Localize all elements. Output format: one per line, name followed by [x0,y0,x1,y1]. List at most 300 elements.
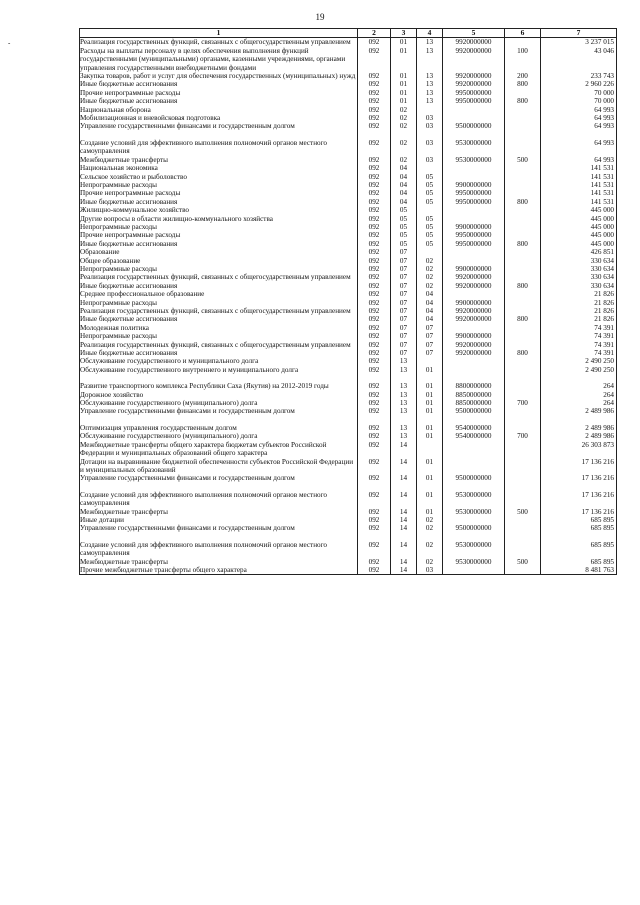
row-section-code: 04 [391,164,417,172]
row-name: Молодежная политика [80,324,358,332]
row-name: Прочие межбюджетные трансферты общего характера [80,566,358,575]
row-name: Прочие непрограммные расходы [80,189,358,197]
table-row [80,282,617,290]
row-section-code: 05 [391,223,417,231]
row-section-code: 13 [391,424,417,432]
row-expense-type-code [505,248,541,256]
table-body [80,38,617,575]
row-amount: 64 993 [541,114,617,122]
table-row [80,206,617,214]
table-row [80,38,617,47]
table-row [80,541,617,558]
row-name: Межбюджетные трансферты [80,508,358,516]
table-row [80,524,617,532]
row-amount: 445 000 [541,231,617,239]
row-section-code: 13 [391,366,417,374]
row-amount: 2 490 250 [541,366,617,374]
row-amount: 233 743 [541,72,617,80]
row-section-code: 05 [391,206,417,214]
row-ministry-code: 092 [358,324,391,332]
table-spacer-row [80,533,617,541]
row-target-code: 9920000000 [443,273,505,281]
row-amount: 21 826 [541,299,617,307]
table-row [80,299,617,307]
row-section-code: 07 [391,307,417,315]
row-amount: 141 531 [541,189,617,197]
row-amount: 74 391 [541,332,617,340]
row-target-code: 9500000000 [443,524,505,532]
row-target-code [443,374,505,382]
table-row [80,223,617,231]
row-section-code: 02 [391,139,417,156]
row-expense-type-code [505,474,541,482]
row-amount: 74 391 [541,349,617,357]
table-row [80,516,617,524]
table-row [80,240,617,248]
row-amount: 2 489 986 [541,432,617,440]
row-amount: 21 826 [541,290,617,298]
row-section-code: 01 [391,80,417,88]
row-subsection-code: 01 [417,432,443,440]
row-expense-type-code [505,483,541,491]
row-ministry-code: 092 [358,38,391,47]
row-name: Создание условий для эффективного выполнения полномочий органов местного самоуправления [80,491,358,508]
page-number: 19 [315,12,325,22]
row-section-code: 14 [391,474,417,482]
row-target-code [443,324,505,332]
row-amount: 26 303 873 [541,441,617,458]
row-expense-type-code [505,131,541,139]
row-subsection-code: 01 [417,366,443,374]
row-name: Национальная экономика [80,164,358,172]
header-cell-2: 2 [358,29,391,38]
row-name: Иные бюджетные ассигнования [80,349,358,357]
row-target-code: 9920000000 [443,315,505,323]
row-expense-type-code [505,541,541,558]
table-row [80,122,617,130]
row-section-code: 02 [391,114,417,122]
row-target-code [443,215,505,223]
row-amount: 17 136 216 [541,458,617,475]
row-ministry-code: 092 [358,382,391,390]
row-section-code: 07 [391,273,417,281]
row-ministry-code: 092 [358,357,391,365]
row-amount: 2 490 250 [541,357,617,365]
table-row [80,349,617,357]
row-amount: 264 [541,399,617,407]
row-name: Иные бюджетные ассигнования [80,198,358,206]
header-cell-3: 3 [391,29,417,38]
row-name: Реализация государственных функций, связанных с общегосударственным управлением [80,341,358,349]
row-amount: 2 489 986 [541,407,617,415]
table-row [80,357,617,365]
row-name: Создание условий для эффективного выполнения полномочий органов местного самоуправления [80,541,358,558]
row-target-code [443,257,505,265]
row-section-code: 13 [391,407,417,415]
row-amount: 685 895 [541,516,617,524]
row-name: Прочие непрограммные расходы [80,89,358,97]
header-cell-4: 4 [417,29,443,38]
row-expense-type-code [505,122,541,130]
row-amount: 17 136 216 [541,491,617,508]
table-row [80,458,617,475]
row-target-code: 9530000000 [443,558,505,566]
table-row [80,114,617,122]
row-ministry-code: 092 [358,432,391,440]
row-section-code: 05 [391,231,417,239]
table-row [80,441,617,458]
row-name: Обслуживание государственного (муниципального) долга [80,399,358,407]
table-row [80,474,617,482]
row-ministry-code: 092 [358,173,391,181]
table-row [80,164,617,172]
row-ministry-code: 092 [358,566,391,575]
row-amount: 21 826 [541,315,617,323]
row-ministry-code: 092 [358,47,391,72]
row-target-code: 8800000000 [443,382,505,390]
row-section-code: 05 [391,215,417,223]
row-section-code: 07 [391,324,417,332]
row-subsection-code: 04 [417,299,443,307]
row-ministry-code: 092 [358,391,391,399]
row-target-code: 9900000000 [443,223,505,231]
row-subsection-code: 13 [417,38,443,47]
row-expense-type-code [505,89,541,97]
row-subsection-code: 04 [417,307,443,315]
row-name: Иные бюджетные ассигнования [80,315,358,323]
row-ministry-code: 092 [358,474,391,482]
table-row [80,332,617,340]
row-expense-type-code [505,516,541,524]
row-amount: 70 000 [541,89,617,97]
row-target-code: 9530000000 [443,156,505,164]
row-name: Непрограммные расходы [80,181,358,189]
table-row [80,231,617,239]
row-subsection-code: 07 [417,324,443,332]
row-expense-type-code: 800 [505,97,541,105]
row-section-code [391,374,417,382]
row-name: Образование [80,248,358,256]
table-spacer-row [80,483,617,491]
row-ministry-code: 092 [358,139,391,156]
row-amount: 43 046 [541,47,617,72]
table-row [80,97,617,105]
row-amount: 2 489 986 [541,424,617,432]
table-row [80,181,617,189]
table-row [80,273,617,281]
row-subsection-code: 02 [417,524,443,532]
row-target-code [443,114,505,122]
row-subsection-code: 13 [417,97,443,105]
row-target-code [443,131,505,139]
row-expense-type-code [505,566,541,575]
row-name: Прочие непрограммные расходы [80,231,358,239]
row-target-code [443,290,505,298]
row-amount: 17 136 216 [541,474,617,482]
table-row [80,173,617,181]
row-ministry-code: 092 [358,341,391,349]
row-subsection-code: 07 [417,341,443,349]
row-amount [541,483,617,491]
row-ministry-code [358,533,391,541]
row-target-code: 9900000000 [443,181,505,189]
header-cell-6: 6 [505,29,541,38]
row-name: Непрограммные расходы [80,265,358,273]
row-target-code: 9900000000 [443,265,505,273]
table-row [80,391,617,399]
row-expense-type-code [505,139,541,156]
row-target-code: 9950000000 [443,97,505,105]
table-row [80,215,617,223]
row-expense-type-code [505,324,541,332]
row-name: Реализация государственных функций, связанных с общегосударственным управлением [80,38,358,47]
row-section-code: 13 [391,399,417,407]
row-ministry-code: 092 [358,198,391,206]
row-name: Развитие транспортного комплекса Республики Саха (Якутия) на 2012-2019 годы [80,382,358,390]
row-subsection-code: 02 [417,265,443,273]
row-amount: 426 851 [541,248,617,256]
table-row [80,341,617,349]
row-amount: 445 000 [541,240,617,248]
row-expense-type-code [505,265,541,273]
row-subsection-code: 02 [417,516,443,524]
table-row [80,432,617,440]
row-expense-type-code [505,341,541,349]
row-ministry-code: 092 [358,558,391,566]
row-subsection-code: 01 [417,424,443,432]
row-section-code: 13 [391,391,417,399]
row-subsection-code [417,106,443,114]
row-name: Иные бюджетные ассигнования [80,80,358,88]
row-expense-type-code [505,223,541,231]
row-subsection-code: 05 [417,231,443,239]
table-row [80,324,617,332]
row-amount: 70 000 [541,97,617,105]
row-expense-type-code: 500 [505,156,541,164]
row-subsection-code: 01 [417,391,443,399]
row-target-code [443,516,505,524]
row-amount: 445 000 [541,206,617,214]
row-target-code: 9950000000 [443,240,505,248]
row-ministry-code [358,374,391,382]
row-amount: 17 136 216 [541,508,617,516]
row-target-code: 9950000000 [443,89,505,97]
row-amount [541,374,617,382]
row-name: Общее образование [80,257,358,265]
row-target-code [443,416,505,424]
row-amount: 445 000 [541,223,617,231]
table-row [80,248,617,256]
row-subsection-code: 02 [417,273,443,281]
row-amount [541,533,617,541]
row-subsection-code: 03 [417,566,443,575]
row-section-code: 01 [391,47,417,72]
row-section-code: 07 [391,332,417,340]
row-name: Непрограммные расходы [80,299,358,307]
row-ministry-code: 092 [358,441,391,458]
row-expense-type-code: 800 [505,240,541,248]
row-ministry-code: 092 [358,181,391,189]
row-expense-type-code: 700 [505,399,541,407]
row-target-code [443,366,505,374]
row-name: Национальная оборона [80,106,358,114]
row-expense-type-code [505,189,541,197]
table-row [80,106,617,114]
row-section-code: 04 [391,181,417,189]
row-amount: 64 993 [541,106,617,114]
row-name [80,483,358,491]
row-target-code: 9920000000 [443,307,505,315]
table-row [80,558,617,566]
row-target-code: 9920000000 [443,80,505,88]
row-ministry-code: 092 [358,265,391,273]
row-amount: 264 [541,391,617,399]
row-target-code [443,566,505,575]
row-target-code: 9540000000 [443,432,505,440]
row-target-code: 9920000000 [443,72,505,80]
row-name: Среднее профессиональное образование [80,290,358,298]
row-amount: 141 531 [541,164,617,172]
row-amount [541,131,617,139]
row-ministry-code: 092 [358,215,391,223]
table-row [80,508,617,516]
row-ministry-code: 092 [358,524,391,532]
row-target-code [443,533,505,541]
row-subsection-code: 13 [417,72,443,80]
row-subsection-code: 03 [417,122,443,130]
row-target-code [443,458,505,475]
row-subsection-code: 03 [417,139,443,156]
row-ministry-code: 092 [358,349,391,357]
row-target-code [443,441,505,458]
row-ministry-code: 092 [358,491,391,508]
row-amount: 685 895 [541,558,617,566]
row-expense-type-code [505,391,541,399]
row-subsection-code: 05 [417,198,443,206]
row-target-code: 9500000000 [443,122,505,130]
table-row [80,382,617,390]
row-subsection-code [417,131,443,139]
row-subsection-code: 05 [417,173,443,181]
row-subsection-code: 13 [417,89,443,97]
row-ministry-code: 092 [358,315,391,323]
row-expense-type-code [505,231,541,239]
row-ministry-code: 092 [358,273,391,281]
row-section-code: 14 [391,491,417,508]
row-section-code: 14 [391,541,417,558]
row-name: Иные бюджетные ассигнования [80,97,358,105]
row-section-code: 01 [391,38,417,47]
row-subsection-code [417,533,443,541]
row-name: Межбюджетные трансферты [80,558,358,566]
row-subsection-code: 13 [417,47,443,72]
row-target-code [443,206,505,214]
row-target-code: 9530000000 [443,508,505,516]
row-subsection-code [417,441,443,458]
table-spacer-row [80,374,617,382]
row-expense-type-code: 800 [505,198,541,206]
row-section-code: 13 [391,357,417,365]
row-name: Создание условий для эффективного выполнения полномочий органов местного самоуправления [80,139,358,156]
row-expense-type-code [505,366,541,374]
row-ministry-code: 092 [358,248,391,256]
budget-table-container [79,28,616,575]
row-amount: 64 993 [541,156,617,164]
row-amount: 330 634 [541,282,617,290]
row-ministry-code: 092 [358,516,391,524]
row-name: Закупка товаров, работ и услуг для обеспечения государственных (муниципальных) нужд [80,72,358,80]
row-section-code: 01 [391,97,417,105]
row-ministry-code: 092 [358,231,391,239]
row-ministry-code: 092 [358,80,391,88]
row-expense-type-code [505,290,541,298]
row-subsection-code: 02 [417,282,443,290]
row-name: Управление государственными финансами и государственным долгом [80,524,358,532]
margin-mark: - [8,39,11,47]
row-ministry-code: 092 [358,257,391,265]
row-target-code: 9920000000 [443,47,505,72]
row-name: Расходы на выплаты персоналу в целях обеспечения выполнения функций государственными (муниципальными) органами, казенными учреждениями, органами управления государственными внебюджетными фондами [80,47,358,72]
row-target-code: 9950000000 [443,198,505,206]
row-section-code [391,416,417,424]
row-ministry-code: 092 [358,282,391,290]
table-row [80,156,617,164]
table-row [80,47,617,72]
row-amount: 685 895 [541,524,617,532]
row-target-code: 9900000000 [443,332,505,340]
row-name: Оптимизация управления государственным долгом [80,424,358,432]
row-ministry-code: 092 [358,424,391,432]
row-expense-type-code [505,38,541,47]
row-section-code: 14 [391,516,417,524]
row-amount: 64 993 [541,122,617,130]
row-name: Дотации на выравнивание бюджетной обеспеченности субъектов Российской Федерации и муниципальных образований [80,458,358,475]
row-amount: 74 391 [541,341,617,349]
row-subsection-code [417,357,443,365]
row-target-code: 9530000000 [443,139,505,156]
row-ministry-code: 092 [358,106,391,114]
row-expense-type-code [505,458,541,475]
table-row [80,189,617,197]
row-amount [541,416,617,424]
row-section-code: 14 [391,458,417,475]
row-section-code: 07 [391,341,417,349]
row-expense-type-code [505,374,541,382]
row-ministry-code: 092 [358,458,391,475]
row-subsection-code: 01 [417,491,443,508]
row-section-code: 07 [391,299,417,307]
row-ministry-code: 092 [358,299,391,307]
row-subsection-code: 05 [417,223,443,231]
row-subsection-code [417,206,443,214]
row-name: Сельское хозяйство и рыболовство [80,173,358,181]
row-amount: 330 634 [541,257,617,265]
table-row [80,307,617,315]
row-name [80,416,358,424]
row-subsection-code: 07 [417,349,443,357]
row-expense-type-code [505,382,541,390]
row-ministry-code: 092 [358,156,391,164]
row-amount: 3 237 015 [541,38,617,47]
row-section-code [391,483,417,491]
row-ministry-code [358,483,391,491]
row-subsection-code: 01 [417,458,443,475]
row-amount: 8 481 763 [541,566,617,575]
row-section-code: 07 [391,349,417,357]
row-section-code: 13 [391,432,417,440]
row-section-code: 04 [391,198,417,206]
table-row [80,72,617,80]
